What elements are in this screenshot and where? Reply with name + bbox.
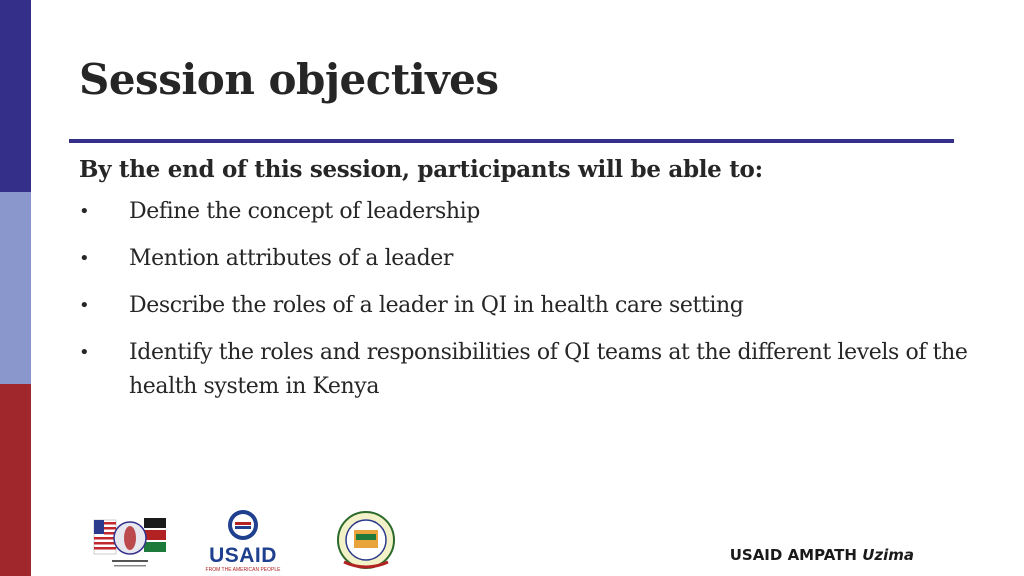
objective-text: Mention attributes of a leader — [129, 246, 454, 271]
usaid-tagline: FROM THE AMERICAN PEOPLE — [205, 567, 281, 573]
kenya-us-emblem-logo — [92, 508, 168, 572]
footer-program-name: Uzima — [862, 546, 914, 564]
bullet-icon: • — [79, 295, 90, 316]
slide-title: Session objectives — [79, 55, 499, 104]
objectives-list — [79, 195, 979, 404]
slide-body — [79, 156, 979, 417]
usaid-wordmark: USAID — [209, 544, 277, 567]
footer-brand — [730, 546, 914, 564]
list-item — [79, 195, 979, 229]
objective-text: Identify the roles and responsibilities of QI teams at the different levels of the health system in Kenya — [129, 340, 968, 399]
bullet-icon: • — [79, 342, 90, 363]
usaid-logo — [204, 508, 282, 572]
ministry-of-health-seal-logo — [330, 510, 402, 572]
footer-brand-name: USAID AMPATH — [729, 546, 857, 564]
usaid-seal-icon — [204, 508, 282, 542]
bullet-icon: • — [79, 248, 90, 269]
side-bar-bottom — [0, 384, 31, 576]
objective-text: Describe the roles of a leader in QI in health care setting — [129, 293, 744, 318]
side-bar-middle — [0, 192, 31, 384]
side-bar-top — [0, 0, 31, 192]
objective-text: Define the concept of leadership — [129, 199, 480, 224]
title-divider — [69, 139, 954, 143]
list-item — [79, 336, 979, 404]
bullet-icon: • — [79, 201, 90, 222]
list-item — [79, 289, 979, 323]
list-item — [79, 242, 979, 276]
objectives-intro: By the end of this session, participants will be able to: — [79, 156, 763, 183]
